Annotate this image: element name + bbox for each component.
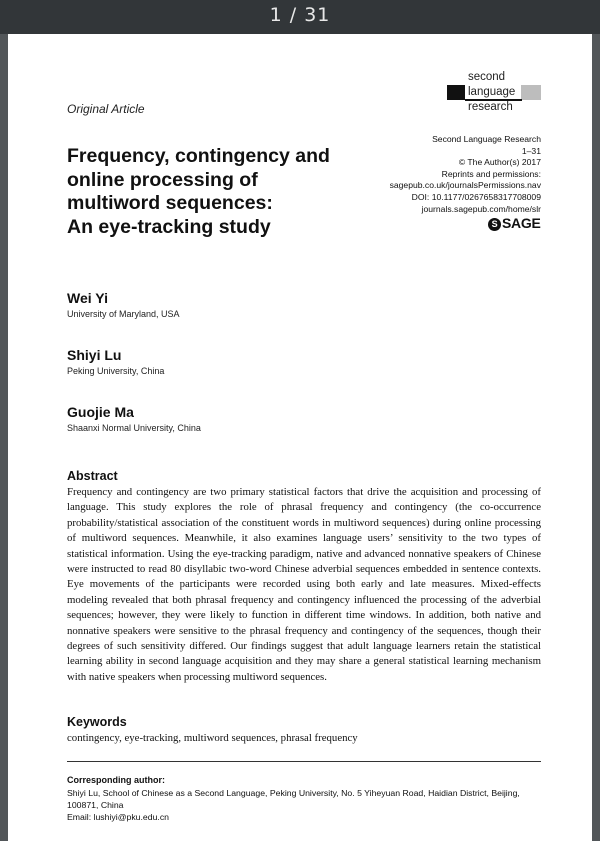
corresponding-heading: Corresponding author: [67, 775, 165, 785]
page-range: 1–31 [521, 145, 541, 156]
author-name: Shiyi Lu [67, 347, 122, 363]
title-line: An eye-tracking study [67, 215, 271, 238]
logo-text-research: research [468, 101, 513, 113]
journal-logo [447, 71, 542, 115]
logo-text-language: language [468, 86, 516, 98]
viewer-toolbar [0, 0, 600, 34]
article-type: Original Article [67, 102, 145, 116]
abstract-text: Frequency and contingency are two primary statistical factors that drive the acquisition and processing of language. This study explores the role of phrasal frequency and contingency (the co-occurrence probability/statistical association of the constituent words in multiword sequences) during online processing of multiword sequences. Meanwhile, it also examines language users’ sensitivity to the two types of statistical information. Using the eye-tracking paradigm, native and advanced nonnative speakers of Chinese were instructed to read 80 disyllabic two-word Chinese adverbial sequences embedded in sentence contexts. Eye movements of the participants were recorded using both early and late measures. Mixed-effects modeling revealed that both phrasal frequency and contingency influenced the processing of the adverbial sequences; however, they were likely to function in different time windows. In addition, both native and nonnative speakers were sensitive to the phrasal frequency and contingency of the sequences, though their degrees of such sensitivity differed. Our findings suggest that adult language learners retain the statistical learning ability in second language acquisition and they may share a general statistical learning mechanism with native speakers when processing multiword sequences. [67, 486, 541, 683]
reprints-label: Reprints and permissions: [441, 168, 541, 179]
author-affiliation: University of Maryland, USA [67, 309, 180, 319]
copyright: © The Author(s) 2017 [458, 157, 541, 168]
logo-text-second: second [468, 71, 506, 83]
title-line: online processing of [67, 168, 258, 191]
author-name: Wei Yi [67, 290, 108, 306]
author-affiliation: Shaanxi Normal University, China [67, 423, 201, 433]
publisher-name: SAGE [502, 215, 541, 231]
logo-gray-block [521, 85, 541, 100]
author-affiliation: Peking University, China [67, 366, 165, 376]
doi[interactable]: DOI: 10.1177/0267658317708009 [411, 191, 541, 202]
logo-black-block [447, 85, 465, 100]
title-line: Frequency, contingency and [67, 145, 330, 167]
journal-name: Second Language Research [432, 134, 541, 144]
footer-divider [67, 761, 541, 762]
reprints-link[interactable]: sagepub.co.uk/journalsPermissions.nav [389, 180, 541, 191]
journal-link[interactable]: journals.sagepub.com/home/slr [421, 203, 541, 214]
paper-title [67, 145, 367, 239]
publisher-logo [488, 215, 540, 231]
author-name: Guojie Ma [67, 404, 134, 420]
title-line: multiword sequences: [67, 192, 273, 214]
corresponding-address: Shiyi Lu, School of Chinese as a Second Language, Peking University, No. 5 Yiheyuan Road, Haidian District, Beijing, 100871, China [67, 788, 520, 811]
sage-s-icon: S [488, 218, 501, 231]
page-counter: 1 / 31 [269, 4, 331, 26]
keywords-text: contingency, eye-tracking, multiword sequences, phrasal frequency [67, 732, 358, 744]
corresponding-details [67, 787, 542, 824]
corresponding-email[interactable]: Email: lushiyi@pku.edu.cn [67, 812, 170, 823]
abstract-heading: Abstract [67, 469, 118, 483]
keywords-heading: Keywords [67, 715, 127, 729]
publication-info [341, 134, 541, 215]
